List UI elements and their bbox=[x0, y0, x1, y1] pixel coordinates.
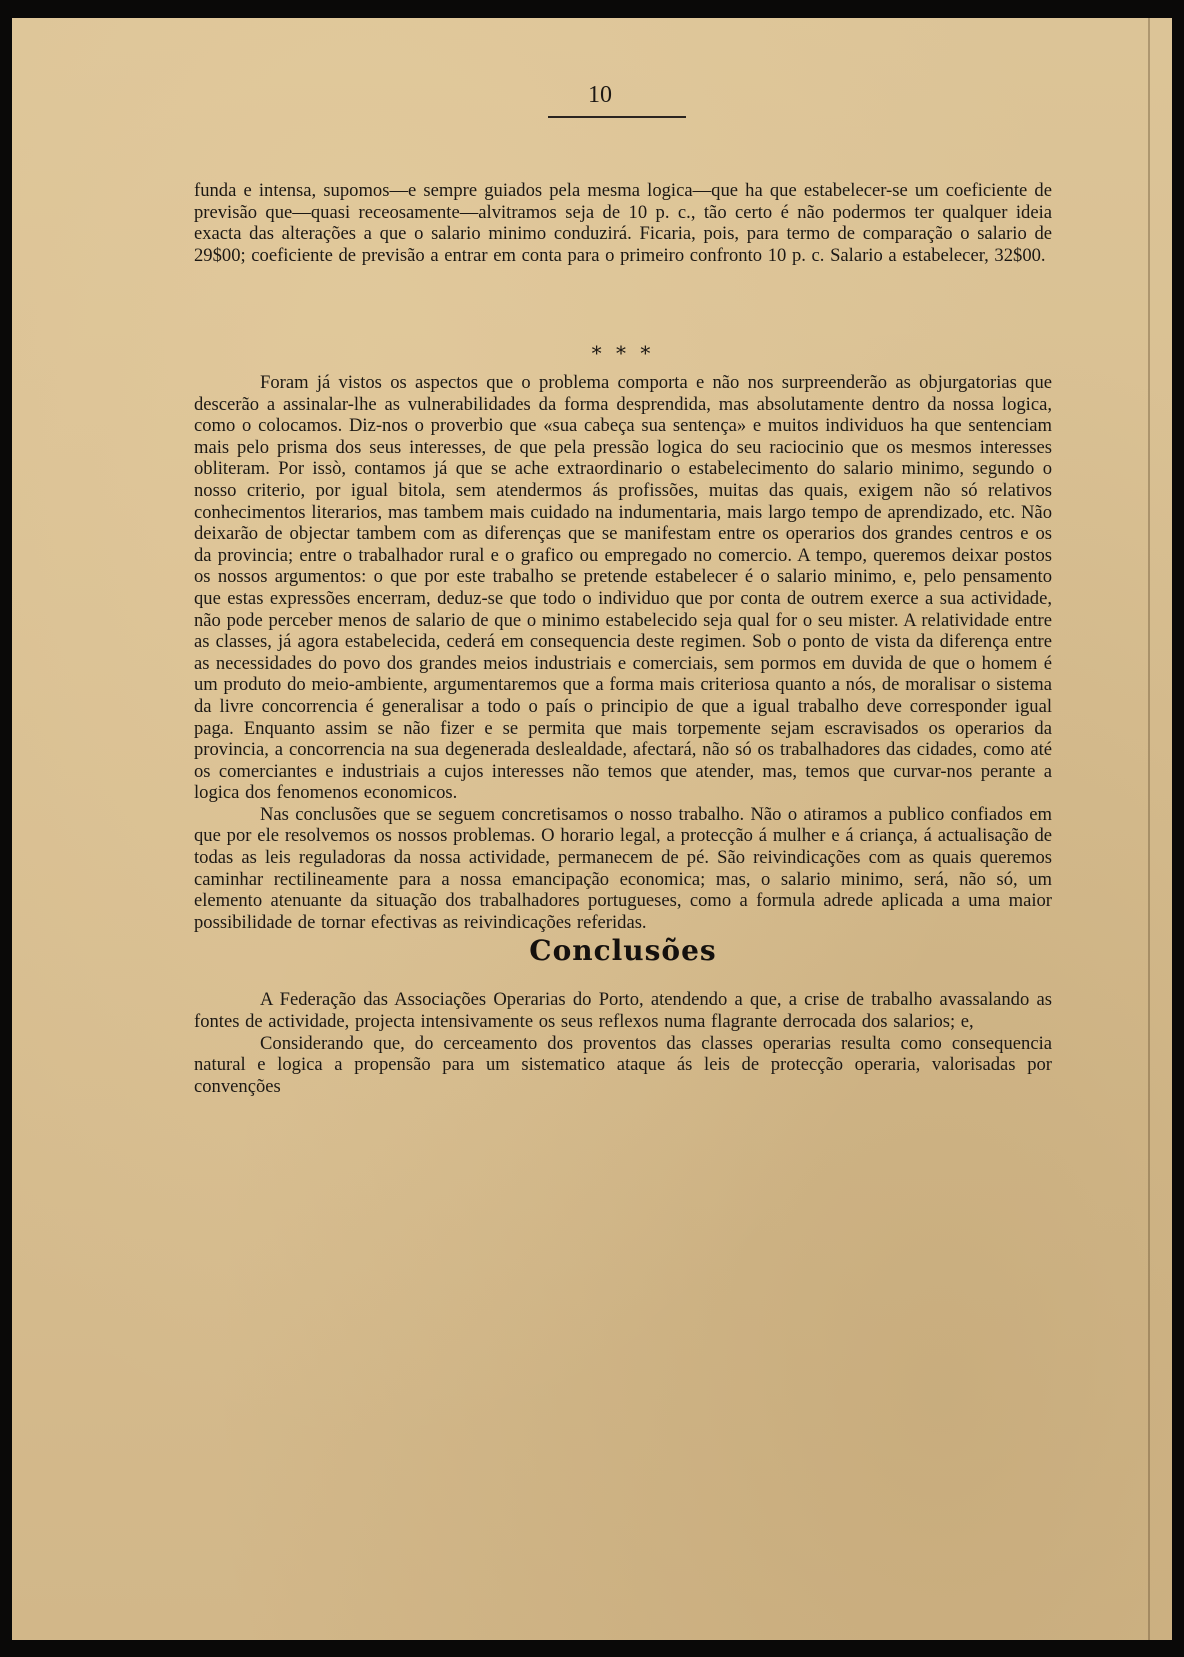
top-text-block bbox=[194, 180, 1052, 266]
main-text-block bbox=[194, 342, 1052, 1097]
paragraph-considering: Considerando que, do cerceamento dos proventos das classes operarias resulta como consequencia natural e logica a propensão para um sistematico ataque ás leis de protecção operaria, valorisadas por convenções bbox=[194, 1032, 1052, 1097]
paragraph-intro: funda e intensa, supomos—e sempre guiados pela mesma logica—que ha que estabelecer-se um coeficiente de previsão que—quasi receosamente—alvitramos seja de 10 p. c., tão certo é não podermos ter qualquer ideia exacta das alterações a que o salario minimo conduzirá. Ficaria, pois, para termo de comparação o salario de 29$00; coeficiente de previsão a entrar em conta para o primeiro confronto 10 p. c. Salario a estabelecer, 32$00. bbox=[194, 180, 1052, 266]
header-rule bbox=[548, 116, 686, 118]
paragraph-aspects: Foram já vistos os aspectos que o problema comporta e não nos surpreenderão as objurgatorias que descerão a assinalar-lhe as vulnerabilidades da forma desprendida, mas absolutamente dentro da nossa logica, como o colocamos. Diz-nos o proverbio que «sua cabeça sua sentença» e muitos individuos ha que sentenciam mais pelo prisma dos seus interesses, de que pela pressão logica do seu raciocinio que os mesmos interesses obliteram. Por issò, contamos já que se ache extraordinario o estabelecimento do salario minimo, segundo o nosso criterio, por igual bitola, sem atendermos ás profissões, muitas das quais, exigem não só relativos conhecimentos literarios, mas tambem mais cuidado na indumentaria, mais largo tempo de aprendizado, etc. Não deixarão de objectar tambem com as diferenças que se manifestam entre os operarios dos grandes centros e os da provincia; entre o trabalhador rural e o grafico ou empregado no comercio. A tempo, queremos deixar postos os nossos argumentos: o que por este trabalho se pretende estabelecer é o salario minimo, e, pelo pensamento que estas expressões encerram, deduz-se que todo o individuo que por conta de outrem exerce a sua actividade, não pode perceber menos de salario de que o minimo estabelecido seja qual for o seu mister. A relatividade entre as classes, já agora estabelecida, cederá em consequencia deste regimen. Sob o ponto de vista da diferença entre as necessidades do povo dos grandes meios industriais e comerciais, sem pormos em duvida de que o homem é um produto do meio-ambiente, argumentaremos que a forma mais criteriosa quanto a nós, de moralisar o sistema da livre concorrencia é generalisar a todo o país o principio de que a igual trabalho deve corresponder igual paga. Enquanto assim se não fizer e se permita que mais torpemente sejam escravisados os operarios da provincia, a concorrencia na sua degenerada deslealdade, afectará, não só os trabalhadores das cidades, como até os comerciantes e industriais a cujos interesses não temos que atender, mas, temos que curvar-nos perante a logica dos fenomenos economicos. bbox=[194, 372, 1052, 804]
paper-fold-line bbox=[1148, 18, 1150, 1640]
page-number: 10 bbox=[588, 82, 612, 108]
section-separator: * * * bbox=[591, 341, 655, 365]
paragraph-federation: A Federação das Associações Operarias do Porto, atendendo a que, a crise de trabalho avassalando as fontes de actividade, projecta intensivamente os seus reflexos numa flagrante derrocada dos salarios; e, bbox=[194, 989, 1052, 1033]
section-heading-conclusoes: Conclusões bbox=[529, 934, 717, 968]
paragraph-conclusions-intro: Nas conclusões que se seguem concretisamos o nosso trabalho. Não o atiramos a publico confiados em que por ele resolvemos os nossos problemas. O horario legal, a protecção á mulher e á criança, á actualisação de todas as leis reguladoras da nossa actividade, permanecem de pé. São reivindicações com as quais queremos caminhar rectilineamente para a nossa emancipação economica; mas, o salario minimo, será, não só, um elemento atenuante da situação dos trabalhadores portugueses, como a formula adrede aplicada a uma maior possibilidade de tornar efectivas as reivindicações referidas. bbox=[194, 803, 1052, 933]
